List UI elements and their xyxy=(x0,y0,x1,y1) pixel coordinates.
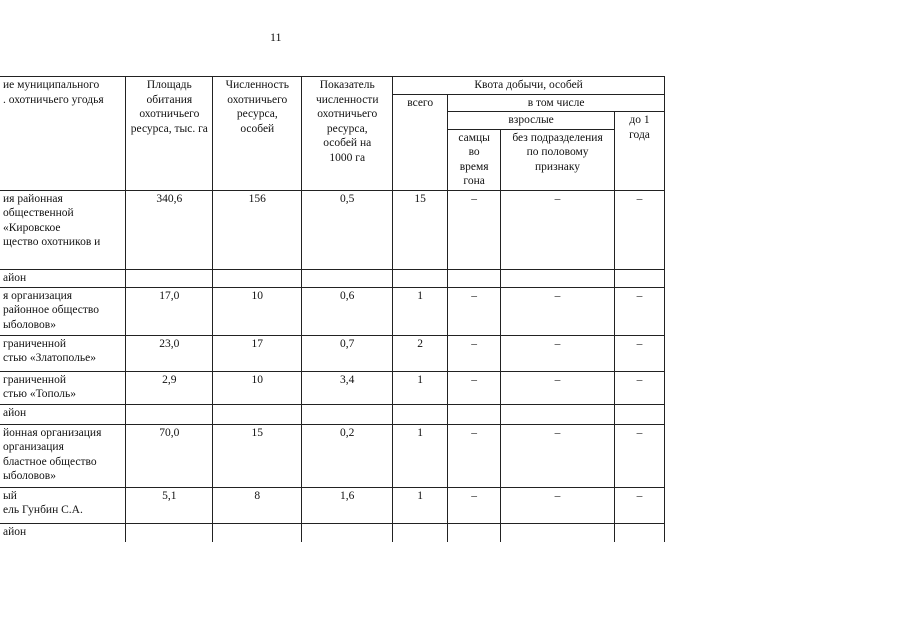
cell-index: 0,2 xyxy=(302,424,393,487)
cell-total: 1 xyxy=(393,287,448,335)
cell-name: граниченной стью «Тополь» xyxy=(0,371,126,404)
header-total: всего xyxy=(393,94,448,190)
header-males-rut: самцы во время гона xyxy=(448,129,501,190)
cell-area: 340,6 xyxy=(126,190,213,269)
cell-area: 70,0 xyxy=(126,424,213,487)
cell-no-sex: – xyxy=(501,190,615,269)
cell-males: – xyxy=(448,424,501,487)
header-no-sex: без подразделения по половому признаку xyxy=(501,129,615,190)
cell-name: ия районная общественной «Кировское щество охотников и xyxy=(0,190,126,269)
cell-count: 15 xyxy=(213,424,302,487)
cell-total: 1 xyxy=(393,487,448,523)
section-row xyxy=(0,269,665,287)
cell-males: – xyxy=(448,487,501,523)
header-under-1-year: до 1 года xyxy=(615,112,665,191)
cell-total: 2 xyxy=(393,335,448,371)
cell-name: я организация районное общество ыболовов» xyxy=(0,287,126,335)
header-quota: Квота добычи, особей xyxy=(393,77,665,95)
quota-table-container xyxy=(0,76,665,542)
cell-males: – xyxy=(448,190,501,269)
section-row xyxy=(0,523,665,542)
header-including: в том числе xyxy=(448,94,665,112)
section-label: айон xyxy=(0,269,126,287)
table-row xyxy=(0,487,665,523)
page-number: 11 xyxy=(270,30,282,44)
cell-no-sex: – xyxy=(501,424,615,487)
cell-count: 10 xyxy=(213,287,302,335)
cell-no-sex: – xyxy=(501,371,615,404)
cell-under-1: – xyxy=(615,287,665,335)
cell-area: 17,0 xyxy=(126,287,213,335)
cell-males: – xyxy=(448,335,501,371)
cell-males: – xyxy=(448,371,501,404)
cell-under-1: – xyxy=(615,190,665,269)
cell-area: 5,1 xyxy=(126,487,213,523)
cell-under-1: – xyxy=(615,335,665,371)
cell-no-sex: – xyxy=(501,335,615,371)
cell-total: 1 xyxy=(393,371,448,404)
header-adults: взрослые xyxy=(448,112,615,130)
section-label: айон xyxy=(0,404,126,424)
cell-index: 3,4 xyxy=(302,371,393,404)
cell-name: ый ель Гунбин С.А. xyxy=(0,487,126,523)
header-count: Численность охотничьего ресурса, особей xyxy=(213,77,302,191)
cell-count: 8 xyxy=(213,487,302,523)
header-area: Площадь обитания охотничьего ресурса, тыс. га xyxy=(126,77,213,191)
cell-index: 0,7 xyxy=(302,335,393,371)
cell-total: 1 xyxy=(393,424,448,487)
cell-area: 2,9 xyxy=(126,371,213,404)
cell-under-1: – xyxy=(615,424,665,487)
table-row xyxy=(0,371,665,404)
cell-index: 1,6 xyxy=(302,487,393,523)
cell-total: 15 xyxy=(393,190,448,269)
cell-name: граниченной стью «Златополье» xyxy=(0,335,126,371)
cell-index: 0,6 xyxy=(302,287,393,335)
header-index: Показатель численности охотничьего ресурса, особей на 1000 га xyxy=(302,77,393,191)
cell-area: 23,0 xyxy=(126,335,213,371)
section-row xyxy=(0,404,665,424)
cell-under-1: – xyxy=(615,487,665,523)
section-label: айон xyxy=(0,523,126,542)
cell-males: – xyxy=(448,287,501,335)
cell-count: 17 xyxy=(213,335,302,371)
table-row xyxy=(0,335,665,371)
table-row xyxy=(0,190,665,269)
cell-index: 0,5 xyxy=(302,190,393,269)
table-row xyxy=(0,287,665,335)
cell-name: йонная организация организация бластное общество ыболовов» xyxy=(0,424,126,487)
table-row xyxy=(0,424,665,487)
cell-count: 10 xyxy=(213,371,302,404)
cell-count: 156 xyxy=(213,190,302,269)
quota-table xyxy=(0,76,665,542)
cell-no-sex: – xyxy=(501,287,615,335)
header-name: ие муниципального . охотничьего угодья xyxy=(0,77,126,191)
cell-no-sex: – xyxy=(501,487,615,523)
cell-under-1: – xyxy=(615,371,665,404)
